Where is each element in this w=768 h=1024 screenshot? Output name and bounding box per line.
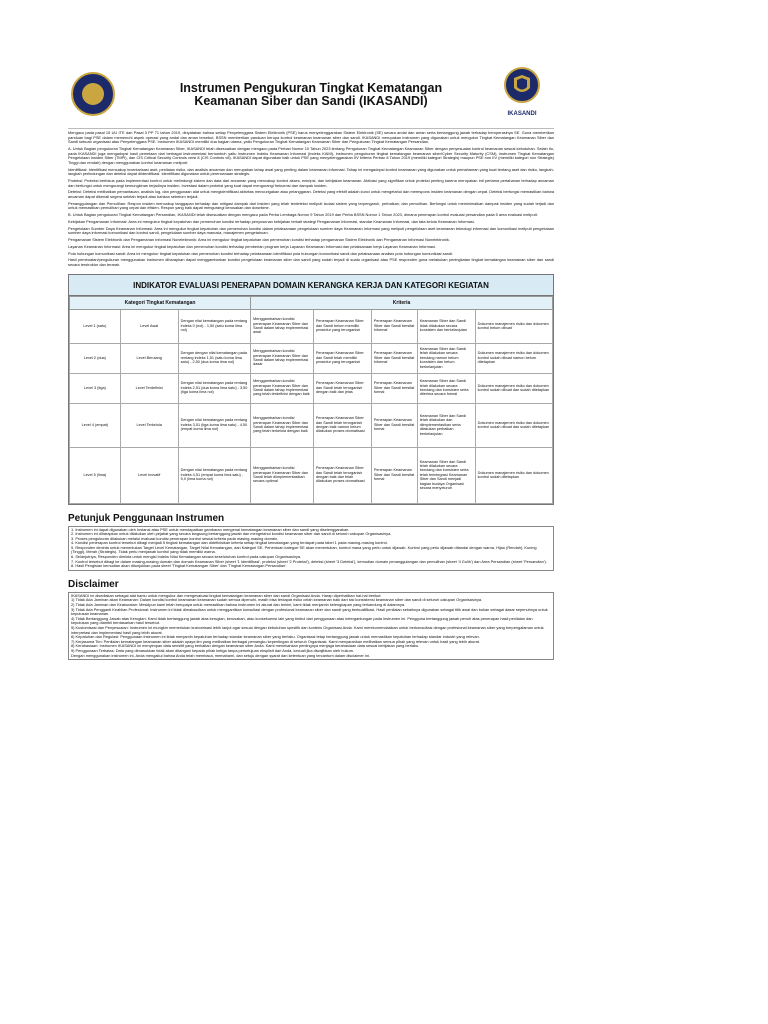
intro-paragraph: Pengelolaan Sumber Daya Keamanan Informasi: Area ini mengukur tingkat kepatuhan dan pemenuhan kondisi dalam pelaksanaan pengelolaan sumber daya Keamanan Informasi yang meliputi pengelolaan aset keamanan teknologi informasi dan komunikasi meliputi pengelolaan sumber daya informasi komunikasi dan kontrol sandi, pengelolaan sumber daya manusia, manajemen pengetahuan. [68, 225, 554, 236]
criteria-cell: Penerapan Keamanan Siber dan Sandi bersifat formal [371, 373, 417, 403]
criteria-cell: Menggambarkan kondisi penerapan Keamanan Siber dan Sandi dalam tahap implementasi awal [251, 309, 314, 343]
petunjuk-item: 4. Kondisi penerapan kontrol tersebut dibagi menjadi 5 tingkat kematangan dan didefinisikan kriteria setiap tingkat kematangan yang terdapat pada tabel 1 pada masing-masing kontrol. [71, 540, 388, 546]
criteria-cell: Penerapan Keamanan Siber dan Sandi bersifat informal [371, 343, 417, 373]
criteria-cell: Penerapan Keamanan Siber dan Sandi telah memiliki prosedur yang terorganisir [313, 343, 371, 373]
table-row [70, 403, 553, 447]
criteria-cell: Penerapan Keamanan Siber dan Sandi bersifat informal [371, 309, 417, 343]
criteria-cell: Penerapan Keamanan Siber dan Sandi telah terorganisir dengan baik dan jelas [313, 373, 371, 403]
level-cell: Level 1 (satu) [70, 309, 121, 343]
intro-section [68, 131, 554, 268]
disclaimer-item: IKASANDI ini disediakan sebagai alat bantu untuk mengukur dan mengevaluasi tingkat kematangan keamanan siber dan sandi Organisasi Anda. Harap diperhatikan hal-hal berikut: [71, 592, 382, 598]
disclaimer-list [68, 592, 554, 660]
ikasandi-shield-icon [503, 66, 541, 110]
table-title: INDIKATOR EVALUASI PENERAPAN DOMAIN KERANGKA KERJA DAN KATEGORI KEGIATAN [69, 275, 553, 296]
criteria-cell: Menggambarkan kondisi penerapan Keamanan Siber dan Sandi telah diimplementasikan secara optimal [251, 447, 314, 503]
criteria-cell: Dokumen manajemen risiko dan dokumen kontrol sudah dibuat dan sudah ditetapkan [475, 373, 552, 403]
disclaimer-item: 5) Kustomisasi dan Penyesuaian: Instrumen ini mungkin memerlukan kustomisasi lebih lanjut agar sesuai dengan kebutuhan spesifik dan konteks Organisasi Anda. Kami merekomendasikan untuk berkonsultasi dengan profesional keamanan siber yang berpengalaman untuk interpretasi dan implementasi hasil yang lebih akurat. [71, 625, 544, 635]
range-cell: Dengan nilai kematangan pada rentang indeks 2,51 (dua koma lima satu) - 3,50 (tiga koma lima nol) [178, 373, 250, 403]
criteria-cell: Menggambarkan kondisi penerapan Keamanan Siber dan Sandi dalam tahap implementasi yang telah terkelola dengan baik [251, 403, 314, 447]
level-cell: Level 2 (dua) [70, 343, 121, 373]
criteria-cell: Penerapan Keamanan Siber dan Sandi bersifat formal [371, 447, 417, 503]
disclaimer-item: 8) Kerahasiaan: Instrumen IKASANDI ini menyimpan data sensitif yang berkaitan dengan keamanan siber Anda. Kami menekankan pentingnya menjaga kerahasiaan data sesuai kebijakan yang berlaku. [71, 643, 420, 649]
intro-paragraph: Penanggulangan dan Pemulihan: Respon insiden mencakup tanggapan terhadap dan mitigasi dampak dari insiden yang telah terdeteksi meliputi isolasi sistem yang terpengaruh, perbaikan, dan pemulihan. Berfungsi untuk meminimalkan dampak insiden yang sudah terjadi dan untuk memastikan pemulihan yang cepat dan efisien. Respon yang baik dapat mengurangi kerusakan dan downtime. [68, 200, 554, 211]
disclaimer-item: 6) Kepatuhan dan Regulasi: Penggunaan instrumen ini tidak menjamin kepatuhan terhadap standar keamanan siber yang berlaku. Organisasi tetap bertanggung jawab untuk memastikan kepatuhan terhadap standar industri yang relevan. [71, 634, 480, 640]
disclaimer-heading: Disclaimer [68, 578, 119, 590]
criteria-cell: Menggambarkan kondisi penerapan Keamanan Siber dan Sandi dalam tahap implementasi dasar [251, 343, 314, 373]
intro-paragraph: Mengacu pada pasal 15 UU ITE dan Pasal 3 PP 71 tahun 2019, dinyatakan bahwa setiap Penyelenggara Sistem Elektronik (PSE) harus menyelenggarakan Sistem Elektronik (SE) secara andal dan aman serta bertanggung jawab terhadap beroperasinya SE. Guna memberikan panduan bagi PSE dalam memenuhi aspek operasi yang andal dan aman tersebut, BSSN memberikan panduan berupa kontrol keamanan keamanan siber dan sandi. IKASANDI merupakan instrumen yang digunakan untuk mengukur Tingkat Kematangan Keamanan Siber dan Sandi sebuah organisasi atau Penyelenggara PSE. Instrumen IKASANDI memiliki dua bagian utama, yaitu Pengukuran Tingkat Kematangan Keamanan Siber dan Pengukuran Tingkat Kematangan Persandian. [68, 130, 554, 145]
criteria-cell: Menggambarkan kondisi penerapan Keamanan Siber dan Sandi dalam tahap implementasi yang telah terdefinisi dengan baik [251, 373, 314, 403]
header-criteria: Kriteria [251, 296, 553, 309]
table-row [70, 309, 553, 343]
criteria-cell: Penerapan Keamanan Siber dan Sandi belum memiliki prosedur yang terorganisir [313, 309, 371, 343]
petunjuk-item: 5. Responden diminta untuk menentukan Target Level Kematangan, Target Nilai Kematangan, dan Kategori SE. Penentuan kategori SE akan menentukan, kontrol mana yang perlu untuk dijawab. Kontrol yang perlu dijawab ditandai dengan warna, Hijau (Rendah), Kuning (Tinggi), Merah (Strategis). Tidak perlu menjawab kontrol yang tidak memiliki warna. [71, 544, 537, 555]
petunjuk-item: 6. Selanjutnya, Responden diminta untuk mengisi Indeks Nilai Kematangan secara keseluruhan kontrol pada cakupan Organisasinya. [71, 554, 302, 560]
criteria-cell: Keamanan Siber dan Sandi tidak dilakukan secara konsisten dan berkelanjutan [417, 309, 475, 343]
range-cell: Dengan nilai kematangan pada rentang indeks 4,51 (empat koma lima satu) - 5,0 (lima koma nol) [178, 447, 250, 503]
petunjuk-list [68, 526, 554, 571]
intro-paragraph: Hasil pembuatan/pengukuran menggunakan instrumen diharapkan dapat menggambarkan kondisi pengelolaan keamanan siber dan sandi yang sudah terjadi di suatu organisasi atau PSE responden guna melakukan peningkatan tingkat kematangan keamanan siber dan sandi secara terstruktur dan terarah. [68, 257, 554, 267]
disclaimer-item: Dengan menggunakan instrumen ini, Anda mengakui bahwa Anda telah membaca, memahami, dan setuju dengan syarat dan ketentuan yang tercantum dalam disclaimer ini. [71, 652, 370, 658]
criteria-cell: Dokumen manajemen risiko dan dokumen kontrol belum dibuat [475, 309, 552, 343]
level-cell: Level 5 (lima) [70, 447, 121, 503]
header-category: Kategori Tingkat Kematangan [70, 296, 251, 309]
intro-paragraph: Kebijakan Pengamanan Informasi: Area ini mengukur tingkat kepatuhan dan pemenuhan kondisi terhadap penyusunan kebijakan terkait strategi Pengamanan Informasi, standar Keamanan Informasi, dan tata kelola Keamanan Informasi. [68, 218, 475, 224]
criteria-cell: Penerapan Keamanan Siber dan Sandi telah terorganisir dengan baik namun belum dilakukan proses otomatisasi [313, 403, 371, 447]
criteria-cell: Keamanan Siber dan Sandi telah dilakukan dan diimplementasikan serta dilakukan perbaikan berkelanjutan [417, 403, 475, 447]
table-row [70, 447, 553, 503]
table-header-row [70, 296, 553, 309]
level-name-cell: Level Terdefinisi [120, 373, 178, 403]
intro-paragraph: A. Untuk Bagian pengukuran Tingkat Kematangan Keamanan Siber, IKASANDI telah disesuaikan dengan mengacu pada Perban Nomor 10 Tahun 2023 tentang Pengukuran Tingkat Kematangan Keamanan Siber dengan penyesuaian kontrol keamanan sesuai kebutuhan. Selain itu, pada IKASANDI juga mengadopsi hasil pemetaan dari berbagai instrumentasi bertumbuh yaitu instrumen Indeks Keamanan Informasi (Indeks KAMI), instrumen pengukuran tingkat kematangan keamanan siber/Cyber Security Maturity (CSM), instrumen Tingkat Kematangan Pengelolaan Insiden Siber (TMPI), dan CIS Critical Security Controls versi 8 (CIS Controls v8). IKASANDI dapat digunakan baik untuk PSE yang menyelenggarakan IIV kriteria Perban 8 Tahun 2019 (memiliki kategori Strategis) maupun PSE non IIV (memiliki kategori non Strategis) Tinggi dan rendah) dengan menggunakan kontrol keamanan meliputi: [68, 145, 554, 165]
criteria-cell: Dokumen manajemen risiko dan dokumen kontrol sudah ditetapkan [475, 447, 552, 503]
petunjuk-item: 1. Instrumen ini dapat digunakan oleh Instansi atau PSE untuk mendapatkan gambaran mengenai kematangan keamanan siber dan sandi yang diselenggarakan. [71, 526, 350, 532]
maturity-grid [69, 296, 553, 504]
petunjuk-item: 2. Instrumen ini diharapkan untuk dilakukan oleh pejabat yang secara langsung bertanggung jawab dan mengetahui kondisi keamanan siber dan sandi di seluruh cakupan Organisasinya. [71, 531, 392, 537]
criteria-cell: Keamanan Siber dan Sandi telah dilakukan secara berulang dan konsisten serta telah terintegrasi Keamanan Siber dan Sandi menjadi bagian budaya Organisasi secara menyeluruh [417, 447, 475, 503]
criteria-cell: Dokumen manajemen risiko dan dokumen kontrol sudah dibuat namun belum ditetapkan [475, 343, 552, 373]
criteria-cell: Keamanan Siber dan Sandi telah dilakukan secara berulang dan konsisten serta diterima secara formal [417, 373, 475, 403]
range-cell: Dengan nilai kematangan pada rentang indeks 0 (nol) - 1,50 (satu koma lima nol) [178, 309, 250, 343]
header-divider [68, 128, 554, 129]
ikasandi-logo [500, 66, 544, 122]
intro-paragraph: Proteksi: Proteksi berfokus pada implementasi kontrol untuk melindungi sistem dan data dari ancaman yang mencakup kontrol akses, enkripsi, dan kebijakan keamanan. Aktivasi yang signifikan untuk proteksi penting karena merupakan inti pertama pertahanan terhadap ancaman dan berfungsi untuk mengurangi kemungkinan terjadinya insiden. Investasi dalam proteksi yang kuat dapat mengurangi frekuensi dan dampak insiden. [68, 177, 554, 188]
disclaimer-item: 3) Tidak Ada Pengganti Keahlian Profesional: Instrumen ini tidak dimaksudkan untuk menggantikan konsultasi dengan profesional keamanan siber dan sandi yang berkualifikasi. Hasil penilaian sebaiknya digunakan sebagai titik awal dan bukan sebagai dasar sepenuhnya untuk keputusan keamanan. [71, 606, 548, 617]
table-row [70, 373, 553, 403]
intro-paragraph: Identifikasi: Identifikasi mencakup inventarisasi aset, penilaian risiko, dan analisis ancaman dan merupakan tahap awal yang penting dalam keamanan informasi. Tahap ini mengadopsi kontrol keamanan yang digunakan untuk pemahaman yang kuat tentang aset dan risiko, langkah-langkah perlindungan dan deteksi dapat diidentifikasi. Identifikasi digunakan untuk perencanaan strategis. [68, 166, 554, 177]
intro-paragraph: Layanan Keamanan Informasi: Area ini mengukur tingkat kepatuhan dan pemenuhan kondisi terhadap pemberian program kerja Layanan Keamanan Informasi dan pelaksanaan kerja Layanan Keamanan Informasi. [68, 243, 436, 249]
maturity-table [68, 274, 554, 505]
criteria-cell: Dokumen manajemen risiko dan dokumen kontrol sudah dibuat dan sudah ditetapkan [475, 403, 552, 447]
level-cell: Level 3 (tiga) [70, 373, 121, 403]
table-row [70, 343, 553, 373]
level-name-cell: Level Inovatif [120, 447, 178, 503]
petunjuk-heading: Petunjuk Penggunaan Instrumen [68, 512, 225, 524]
petunjuk-item: 7. Kontrol tersebut dibagi ke dalam masing-masing domain dan domain Keamanan Siber (sheet '1 Identifikasi', proteksi (sheet '2 Proteksi'), deteksi (sheet '3 Deteksi'), kemudian domain penanggulangan dan pemulihan (sheet '4 Gulih') dan Area Persandian (sheet 'Persandian'). [71, 558, 547, 564]
range-cell: Dengan nilai kematangan pada rentang indeks 3,51 (tiga koma lima satu) - 4,50 (empat koma lima nol) [178, 403, 250, 447]
disclaimer-item: 4) Tidak Bertanggung Jawab atas Kerugian: Kami tidak bertanggung jawab atas kerugian, kerusakan, atau konsekuensi lain yang timbul dari penggunaan atau ketergantungan pada instrumen ini. Pengguna bertanggung jawab penuh atas penerapan hasil penilaian dan keputusan yang diambil berdasarkan hasil tersebut. [71, 615, 533, 626]
criteria-cell: Keamanan Siber dan Sandi telah dilakukan secara berulang namun belum konsisten dan belum berkelanjutan [417, 343, 475, 373]
intro-paragraph: Pola hubungan komunikasi sandi: Area ini mengukur tingkat kepatuhan dan pemenuhan kondisi terhadap pelaksanaan identifikasi pola hubungan komunikasi sandi dan pelaksanaan analisis pola hubungan komunikasi sandi. [68, 250, 454, 256]
disclaimer-item: 7) Kerjasama Tim: Penilaian kematangan keamanan siber adalah upaya tim yang melibatkan berbagai pemangku kepentingan di seluruh Organisasi. Kami menyarankan melibatkan semua pihak yang relevan untuk hasil yang lebih akurat. [71, 638, 480, 644]
intro-paragraph: B. Untuk Bagian pengukuran Tingkat Kematangan Persandian, IKASANDI telah disesuaikan dengan mengacu pada Perba Lembaga Nomor 9 Tahun 2019 dan Perba BSSN Nomor 1 Tahun 2023, dimana penerapan kontrol evaluasi persandian pada 5 area evaluasi meliputi: [68, 212, 538, 218]
level-name-cell: Level Awal [120, 309, 178, 343]
disclaimer-item: 9) Penggunaan Terbatas: Data yang dimasukkan tidak akan ditangani kepada pihak ketiga tanpa persetujuan eksplisit dari Anda, kecuali jika diwajibkan oleh hukum. [71, 647, 355, 653]
disclaimer-item: 1) Tidak Ada Jaminan akan Keamanan: Dalam kondisi kontrol keamanan keamanan sudah semua dipenuhi, masih bisa terdapat risiko celah keamanan baik dari sisi konsistensi keamanan siber dan sandi di seluruh cakupan Organisasinya. [71, 597, 483, 603]
document-header [68, 62, 554, 124]
criteria-cell: Penerapan Keamanan Siber dan Sandi telah terorganisir dengan baik dan telah dilakukan proses otomatisasi [313, 447, 371, 503]
disclaimer-item: 2) Tidak Ada Jaminan dan Keakuratan: Meskipun kami telah berupaya untuk memastikan bahwa instrumen ini akurat dan terkini, kami tidak menjamin kelengkapan yang terkandung di dalamnya. [71, 602, 406, 608]
document-page [68, 62, 554, 962]
petunjuk-item: 8. Hasil Pengisian kemudian akan ditunjukkan pada sheet 'Tingkat Kematangan Siber' dan 'Tingkat Kematangan Persandian'. [71, 563, 287, 569]
range-cell: Dengan dengan nilai kematangan pada rentang indeks 1,51 (satu koma lima satu) - 2,50 (dua koma lima nol) [178, 343, 250, 373]
document-title: Instrumen Pengukuran Tingkat Kematangan Keamanan Siber dan Sandi (IKASANDI) [179, 81, 443, 108]
level-name-cell: Level Terkelola [120, 403, 178, 447]
petunjuk-item: 3. Proses pengukuran dilakukan melalui evaluasi kondisi penerapan kontrol sesuai kriteria pada masing-masing domain. [71, 535, 279, 541]
level-name-cell: Level Berulang [120, 343, 178, 373]
ikasandi-logo-label: IKASANDI [507, 111, 537, 117]
level-cell: Level 4 (empat) [70, 403, 121, 447]
intro-paragraph: Pengamanan Sistem Elektronik dan Pengamanan Informasi Nonelektronik: Area ini mengukur tingkat kepatuhan dan pemenuhan kondisi terhadap pengamanan Sistem Elektronik dan Pengamanan Informasi Nonelektronik. [68, 236, 450, 242]
intro-paragraph: Deteksi: Deteksi melibatkan pemantauan, analisis log, dan penggunaan alat untuk mengidentifikasi aktivitas mencurigakan atau pelanggaran. Deteksi yang efektif adalah kunci untuk mengetahui dan merespons insiden keamanan dengan cepat. Deteksi berfungsi memastikan bahwa ancaman dapat dikenali segera setelah terjadi atau bahkan sebelum terjadi. [68, 189, 554, 199]
criteria-cell: Penerapan Keamanan Siber dan Sandi bersifat formal [371, 403, 417, 447]
